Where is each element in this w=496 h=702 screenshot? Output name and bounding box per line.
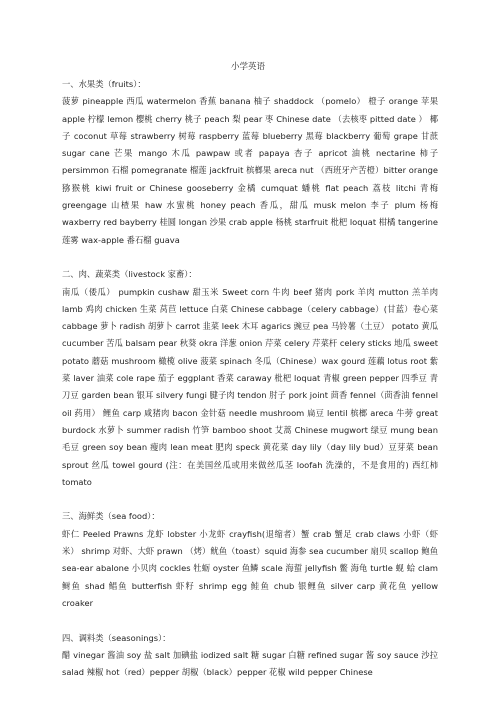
document-title: 小学英语 (230, 62, 265, 72)
section-body: 菠萝 pineapple 西瓜 watermelon 香蕉 banana 柚子 shaddock （pomelo） 橙子 orange 苹果 apple 柠檬 lemon 樱桃 cherry 桃子 peach 梨 pear 枣 Chinese date （去核枣 pitted date ） 椰子 coconut 草莓 strawberry 树莓 raspberry 蓝莓 blueberry 黑莓 blackberry 葡萄 grape 甘蔗 sugar cane 芒果 mango 木瓜 pawpaw 或者 papaya 杏子 apricot 油桃 nectarine 柿子 persimmon 石榴 pomegranate 榴莲 jackfruit 槟榔果 areca nut （西班牙产苦橙）bitter orange 猕猴桃 kiwi fruit or Chinese gooseberry 金橘 cumquat 蟠桃 flat peach 荔枝 litchi 青梅 greengage 山楂果 haw 水蜜桃 honey peach 香瓜，甜瓜 musk melon 李子 plum 杨梅 waxberry red bayberry 桂圆 longan 沙果 crab apple 杨桃 starfruit 枇杷 loquat 柑橘 tangerine 莲雾 wax-apple 番石榴 guava (62, 96, 438, 245)
section-body: 南瓜（倭瓜） pumpkin cushaw 甜玉米 Sweet corn 牛肉 beef 猪肉 pork 羊肉 mutton 羔羊肉 lamb 鸡肉 chicken 生菜 莴苣 lettuce 白菜 Chinese cabbage（celery cabbage）(甘蓝）卷心菜 cabbage 萝卜 radish 胡萝卜 carrot 韭菜 leek 木耳 agarics 豌豆 pea 马铃薯（土豆） potato 黄瓜 cucumber 苦瓜 balsam pear 秋葵 okra 洋葱 onion 芹菜 celery 芹菜杆 celery sticks 地瓜 sweet potato 蘑菇 mushroom 橄榄 olive 菠菜 spinach 冬瓜（Chinese）wax gourd 莲藕 lotus root 紫菜 laver 油菜 cole rape 茄子 eggplant 香菜 caraway 枇杷 loquat 青椒 green pepper 四季豆 青刀豆 garden bean 银耳 silvery fungi 腱子肉 tendon 肘子 pork joint 茴香 fennel（茴香油 fennel oil 药用） 鲤鱼 carp 咸猪肉 bacon 金针菇 needle mushroom 扁豆 lentil 槟榔 areca 牛蒡 great burdock 水萝卜 summer radish 竹笋 bamboo shoot 艾蒿 Chinese mugwort 绿豆 mung bean 毛豆 green soy bean 瘦肉 lean meat 肥肉 speck 黄花菜 day lily（day lily bud）豆芽菜 bean sprout 丝瓜 towel gourd (注：在美国丝瓜或用来做丝瓜茎 loofah 洗澡的，不是食用的) 西红柿 tomato (62, 286, 438, 487)
section-meat-vegetables (62, 266, 438, 491)
section-heading: 四、调料类（seasonings）： (62, 632, 171, 643)
section-fruits (62, 76, 438, 249)
section-heading: 三、海鲜类（sea food）： (62, 511, 160, 522)
section-body: 虾仁 Peeled Prawns 龙虾 lobster 小龙虾 crayfish(退缩者）蟹 crab 蟹足 crab claws 小虾（虾米） shrimp 对虾、大虾 prawn （烤）鱿鱼（toast）squid 海参 sea cucumber 扇贝 scallop 鲍鱼 sea-ear abalone 小贝肉 cockles 牡蛎 oyster 鱼鳞 scale 海蜇 jellyfish 鳖 海龟 turtle 蚬 蛤 clam 鲥鱼 shad 鲳鱼 butterfish 虾籽 shrimp egg 鲑鱼 chub 银鲤鱼 silver carp 黄花鱼 yellow croaker (62, 528, 438, 608)
section-seasonings (62, 630, 438, 682)
section-heading: 二、肉、蔬菜类（livestock 家畜）： (62, 269, 197, 280)
section-body: 醋 vinegar 酱油 soy 盐 salt 加碘盐 iodized salt 糖 sugar 白糖 refined sugar 酱 soy sauce 沙拉 salad 辣椒 hot（red）pepper 胡椒（black）pepper 花椒 wild pepper Chinese (62, 649, 438, 678)
section-heading: 一、水果类（fruits）： (62, 79, 146, 89)
document-body (62, 76, 438, 681)
section-seafood (62, 508, 438, 612)
